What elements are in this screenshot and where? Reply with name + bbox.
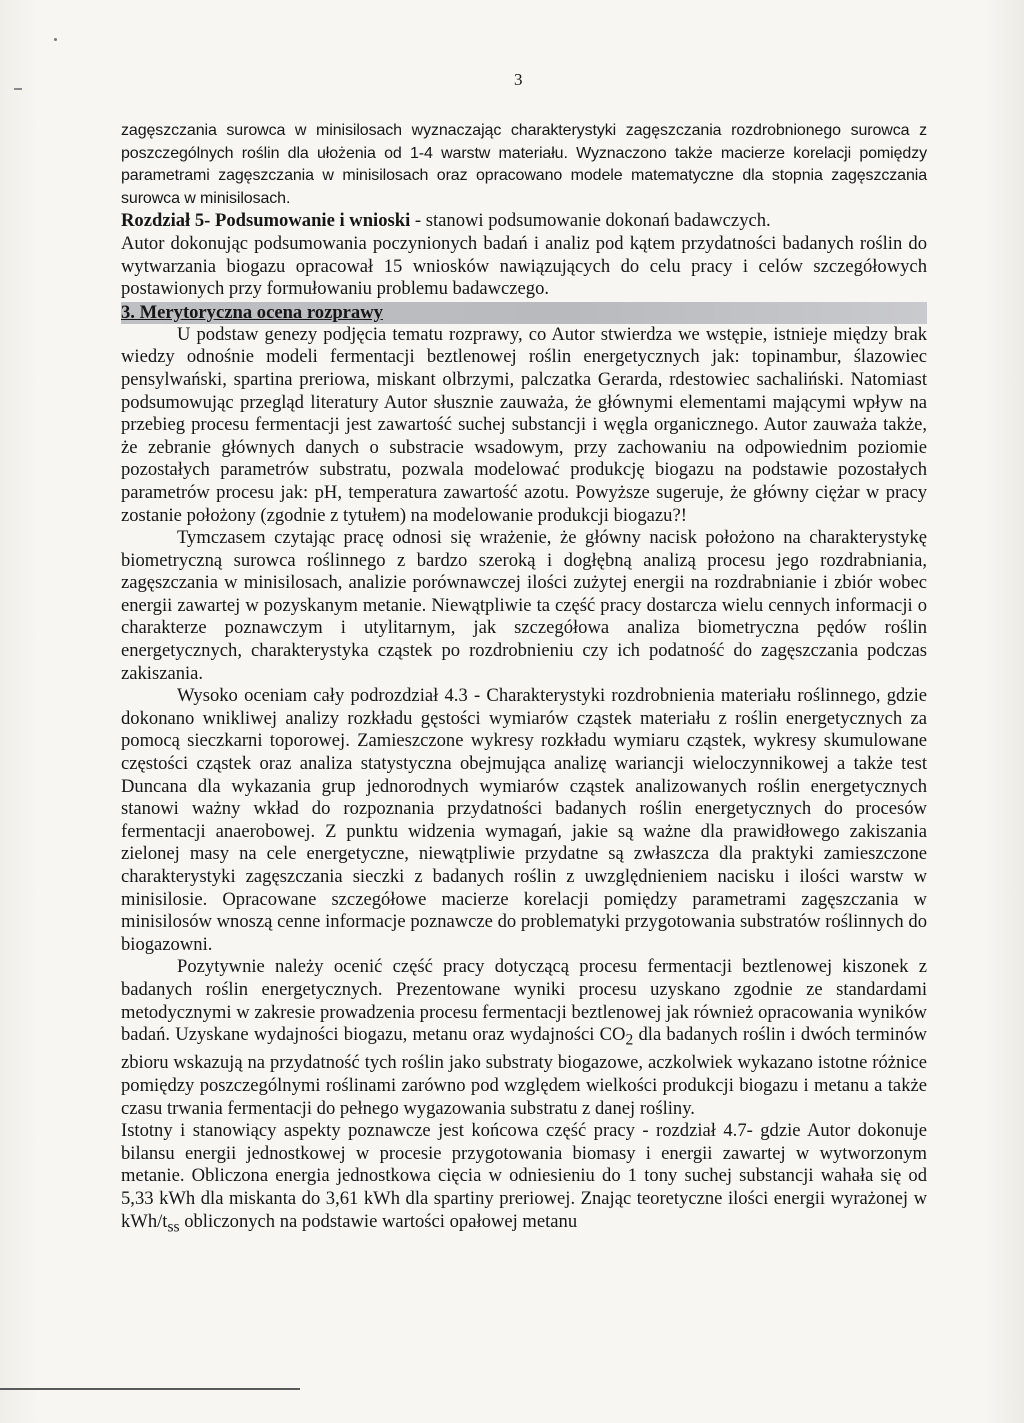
chapter5-heading: Rozdział 5- Podsumowanie i wnioski — [121, 210, 411, 232]
energy-text-b: obliczonych na podstawie wartości opałowej metanu — [179, 1210, 578, 1232]
fermentation-text-a: Pozytywnie należy ocenić część pracy dotyczącą procesu fermentacji beztlenowej kiszonek z badanych roślin energetycznych. Prezentowane wyniki procesu uzyskano zgodnie ze standardami metodycznymi w zakresie prowadzenia procesu fermentacji beztlenowej jak również opracowania wyników badań. Uzyskane wydajności biogazu, metanu oraz wydajności CO — [121, 956, 927, 1046]
paragraph-subchapter-4-3: Wysoko oceniam cały podrozdział 4.3 - Charakterystyki rozdrobnienia materiału roślinnego, gdzie dokonano wnikliwej analizy rozkładu gęstości wymiarów cząstek materiału z roślin energetycznych za pomocą sieczkarni toporowej. Zamieszczone wykresy rozkładu wymiaru cząstek, wykresy skumulowane częstości cząstek oraz analiza statystyczna obejmująca analizę wariancji wieloczynnikowej a także test Duncana dla wykazania grup jednorodnych wymiarów cząstek analizowanych roślin energetycznych stanowi ważny wkład do rozpoznania przydatności badanych roślin energetycznych do procesów fermentacji anaerobowej. Z punktu widzenia wymagań, jakie są ważne dla prawidłowego zakiszania zielonej masy na cele energetyczne, niewątpliwie przydatne są zwłaszcza dla praktyki zamieszczone charakterystyki zagęszczania sieczki z badanych roślin z uwzględnieniem nacisku i ilości warstw w minisilosie. Opracowane szczegółowe macierze korelacji pomiędzy parametrami zagęszczania w minisilosów wnoszą cenne informacje poznawcze do problematyki przygotowania substratów roślinnych do biogazowni. — [121, 685, 927, 955]
energy-text-a: Istotny i stanowiący aspekty poznawcze jest końcowa część pracy - rozdział 4.7- gdzie Autor dokonuje bilansu energii jednostkowej w procesie przygotowania biomasy i energii zawartej w wytworzonym metanie. Obliczona energia jednostkowa cięcia w odniesieniu do 1 tony suchej substancji wahała się od 5,33 kWh dla miskanta do 3,61 kWh dla spartiny preriowej. Znając teoretyczne ilości energii wyrażonej w kWh/t — [121, 1120, 927, 1232]
chapter5-description: - stanowi podsumowanie dokonań badawczych. — [410, 210, 771, 232]
paragraph-main-focus: Tymczasem czytając pracę odnosi się wrażenie, że główny nacisk położono na charakterystykę biometryczną surowca roślinnego z bardzo szeroką i dogłębną analizą procesu jego rozdrabniania, zagęszczania w minisilosach, analizie porównawczej ilości zużytej energii na rozdrabnianie i zbiór wobec energii zawartej w pozyskanym metanie. Niewątpliwie ta część pracy dostarcza wielu cennych informacji o charakterze poznawczym i utylitarnym, jak szczegółowa analiza biometryczna pędów roślin energetycznych, charakterystyka cząstek po rozdrobnieniu czy ich podatność do zagęszczania podczas zakiszania. — [121, 527, 927, 684]
section-heading: 3. Merytoryczna ocena rozprawy — [121, 302, 927, 324]
scan-mark — [14, 88, 22, 90]
fermentation-text-b: dla badanych roślin i dwóch terminów zbioru wskazują na przydatność tych roślin jako substraty biogazowe, aczkolwiek wykazano istotne różnice pomiędzy poszczególnymi roślinami zarówno pod względem wielkości produkcji biogazu i metanu a także czasu trwania fermentacji do pełnego wygazowania substratu z danej rośliny. — [121, 1024, 927, 1119]
paragraph-conclusions: Autor dokonując podsumowania poczynionych badań i analiz pod kątem przydatności badanych roślin do wytwarzania biogazu opracował 15 wniosków nawiązujących do celu pracy i celów szczegółowych postawionych przy formułowaniu problemu badawczego. — [121, 232, 927, 300]
paragraph-energy-balance — [121, 1120, 927, 1239]
page-number: 3 — [514, 70, 523, 89]
paragraph-fermentation — [121, 956, 927, 1120]
paragraph-intro: zagęszczania surowca w minisilosach wyznaczając charakterystyki zagęszczania rozdrobnionego surowca z poszczególnych roślin dla ułożenia od 1-4 warstw materiału. Wyznaczono także macierze korelacji pomiędzy parametrami zagęszczania w minisilosach oraz opracowano modele matematyczne dla stopnia zagęszczania surowca w minisilosach. — [121, 122, 927, 207]
document-body — [121, 120, 927, 1239]
tss-subscript: ss — [167, 1218, 180, 1236]
scan-edge-line — [0, 1388, 300, 1390]
scan-speck — [54, 38, 57, 41]
paragraph-genesis: U podstaw genezy podjęcia tematu rozprawy, co Autor stwierdza we wstępie, istnieje między brak wiedzy odnośnie modeli fermentacji beztlenowej roślin energetycznych jak: topinambur, ślazowiec pensylwański, spartina preriowa, miskant olbrzymi, palczatka Gerarda, rdestowiec sachaliński. Natomiast podsumowując przegląd literatury Autor słusznie zauważa, że głównymi elementami mającymi wpływ na przebieg procesu fermentacji jest zawartość suchej substancji i węgla organicznego. Autor zauważa także, że zebranie głównych danych o substracie wsadowym, przy zachowaniu na odpowiednim poziomie pozostałych parametrów substratu, pozwala modelować produkcję biogazu na podstawie pozostałych parametrów procesu jak: pH, temperatura zawartość azotu. Powyższe sugeruje, że główny ciężar w pracy zostanie położony (zgodnie z tytułem) na modelowanie produkcji biogazu?! — [121, 323, 927, 526]
co2-subscript: 2 — [625, 1031, 634, 1049]
paragraph-chapter5 — [121, 210, 927, 233]
